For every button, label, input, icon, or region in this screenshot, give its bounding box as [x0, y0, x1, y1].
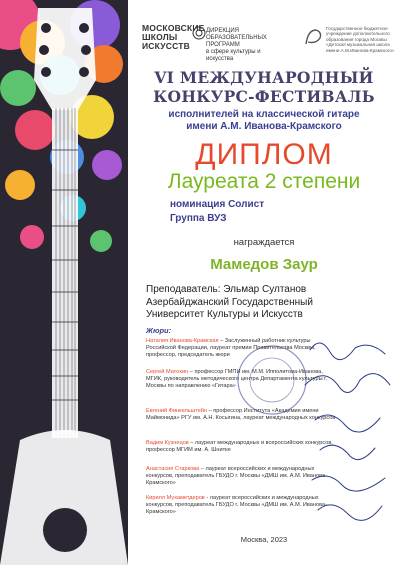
nomination-line-2: Группа ВУЗ [170, 213, 227, 224]
recipient-name: Мамедов Заур [210, 256, 318, 273]
title-line-1: VI МЕЖДУНАРОДНЫЙ [154, 68, 374, 87]
jury-member-name: Евгений Финкельштейн [146, 408, 208, 414]
school-logo-icon [302, 26, 324, 48]
awarded-label: награждается [233, 237, 295, 248]
subtitle-line-1: исполнителей на классической гитаре [168, 109, 360, 120]
teacher-line-2: Азербайджанский Государственный [146, 296, 313, 308]
teacher-block [146, 284, 394, 322]
jury-label: Жюри: [146, 326, 172, 335]
title-line-2: КОНКУРС-ФЕСТИВАЛЬ [153, 87, 375, 106]
jury-member-name: Наталия Иванова-Крамская [146, 338, 219, 344]
teacher-line-1: Преподаватель: Эльмар Султанов [146, 284, 307, 295]
teacher-line-3: Университет Культуры и Искусств [146, 309, 303, 320]
diploma-heading: ДИПЛОМ [195, 138, 333, 171]
jury-member-description: – лауреат международных и всероссийских конкурсов, профессор МГИМ им. А. Шнитке [146, 440, 333, 454]
school-logo: Государственное бюджетное учреждение дополнительного образования города Москвы «Детская музыкальная школа имени А.М.Иванова-Крамского» [326, 26, 395, 53]
directorate-logo-icon [192, 26, 206, 40]
stamp-seal [232, 340, 312, 420]
jury-member-description: - лауреат всероссийских и международных конкурсов, преподаватель ГБУДО г. Москвы «ДМШ им. А.М. Иванова-Крамского» [146, 495, 327, 516]
directorate-logo: ДИРЕКЦИЯ ОБРАЗОВАТЕЛЬНЫХ ПРОГРАММ в сфере культуры и искусства [206, 28, 267, 62]
moscow-schools-logo: МОСКОВСКИЕ ШКОЛЫ ИСКУССТВ [142, 23, 205, 51]
jury-member-name: Кирилл Мухаметдеров [146, 495, 205, 501]
laureate-degree: Лауреата 2 степени [167, 170, 361, 193]
guitar-artwork [0, 0, 128, 565]
logos-header [142, 18, 394, 64]
guitar-neck-illustration [0, 0, 128, 565]
jury-member-description: – Заслуженный работник культуры Российской Федерации, лауреат премии Правительства Москвы, профессор, председатель жюри [146, 338, 316, 359]
city-year: Москва, 2023 [240, 535, 288, 544]
nomination-line-1: номинация Солист [170, 199, 265, 210]
handwritten-signatures [300, 330, 395, 530]
jury-member-name: Анастасия Старкова [146, 466, 200, 472]
subtitle-line-2: имени А.М. Иванова-Крамского [186, 121, 342, 132]
jury-member-name: Вадим Кузнецов [146, 440, 189, 446]
jury-member-description: – профессор ГМПИ им. М.М. Ипполитова-Иванова, МГИК, руководитель методического центра Департамента культуры г. Москвы по направлению «Гитара» [146, 369, 328, 390]
jury-member-description: – лауреат всероссийских и международных конкурсов, преподаватель ГБУДО г. Москвы «ДМШ им. А.М. Иванова-Крамского» [146, 466, 327, 487]
jury-member-description: – профессор Института «Академия имени Маймонида» РГУ им. А.Н. Косыгина, лауреат международных конкурсов [146, 408, 336, 422]
jury-member-name: Сергей Матохин [146, 369, 189, 375]
